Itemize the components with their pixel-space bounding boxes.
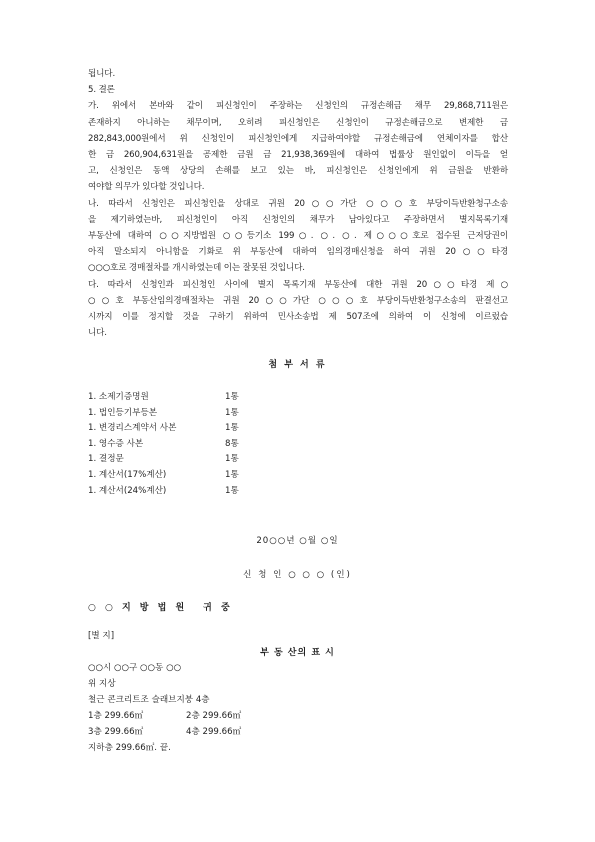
attachments-heading: 첨 부 서 류	[268, 360, 327, 370]
text-line: 여야할 의무가 있다할 것입니다.	[88, 182, 205, 193]
attachment-name: 1. 결정문	[88, 454, 124, 465]
attachment-count: 1통	[225, 469, 239, 480]
text-line: 니다.	[88, 328, 107, 339]
text-line: 나. 따라서 신청인은 피신청인을 상대로 귀원 20○○가단 ○○○호 부당이득반환청구소송	[88, 198, 508, 209]
list-item	[88, 452, 245, 468]
list-item	[88, 390, 245, 406]
floor-row	[88, 708, 284, 724]
text-line: 282,843,000원에서 위 신청인이 피신청인에게 지급하여야할 규정손해금에 연체이자를 합산	[88, 133, 508, 144]
list-item	[88, 484, 245, 500]
attachment-count: 1통	[225, 423, 239, 434]
text-line: 고, 신청인은 동액 상당의 손해를 보고 있는 바, 피신청인은 신청인에게 위 금원을 반환하	[88, 166, 508, 177]
attachment-count: 1통	[225, 392, 239, 402]
list-item	[88, 406, 245, 422]
floor-area: 1층 299.66㎡	[88, 711, 144, 721]
floor-area: 2층 299.66㎡	[186, 711, 242, 721]
attachment-count: 1통	[225, 454, 239, 465]
annex-label: [별 지]	[88, 631, 115, 641]
attachment-count: 8통	[225, 438, 239, 449]
attachment-count: 1통	[225, 407, 239, 418]
text-line: 시까지 이를 정지할 것을 구하기 위하여 민사소송법 제 507조에 의하여 이 신청에 이르렀습	[88, 312, 508, 323]
text-line: ○○○호로 경매절차를 개시하였는데 이는 잘못된 것입니다.	[88, 263, 305, 274]
text-line: 한 금 260,904,631원을 공제한 금원 금 21,938,369원에 대하여 법률상 원인없이 이득을 얻	[88, 150, 508, 161]
floor-area: 3층 299.66㎡	[88, 727, 144, 737]
attachment-name: 1. 계산서(24%계산)	[88, 485, 167, 496]
property-line: ○○시 ○○구 ○○동 ○○	[88, 663, 182, 673]
text-line: 아직 말소되지 아니함을 기화로 위 부동산에 대하여 임의경매신청을 하여 귀원 20○○타경	[88, 247, 508, 258]
floor-area: 4층 299.66㎡	[186, 727, 242, 737]
court-suffix: 귀 중	[203, 603, 233, 613]
attachment-count: 1통	[225, 485, 239, 496]
attachment-name: 1. 법인등기부등본	[88, 407, 158, 418]
applicant-signature: 신 청 인 ○ ○ ○ (인)	[243, 570, 352, 580]
attachment-name: 1. 소제기증명원	[88, 392, 149, 402]
attachments-list	[88, 390, 245, 499]
basement-area: 지하층 299.66㎡. 끝.	[88, 743, 171, 753]
court-addressee	[88, 600, 233, 613]
annex-title: 부 동 산의 표 시	[260, 648, 335, 658]
document-body	[88, 66, 508, 341]
document-date: 20○○년 ○월 ○일	[256, 536, 339, 546]
text-line: 존재하지 아니하는 채무이며, 오히려 피신청인은 신청인이 규정손해금으로 변제한 금	[88, 117, 508, 128]
list-item	[88, 421, 245, 437]
text-line: 부동산에 대하여 ○○지방법원 ○○등기소 199○. ○. ○. 제○○○호로 접수된 근저당권이	[88, 231, 508, 242]
attachment-name: 1. 영수증 사본	[88, 438, 144, 449]
attachment-name: 1. 변경리스계약서 사본	[88, 423, 177, 434]
text-line: 가. 위에서 본바와 같이 피신청인이 주장하는 신청인의 규정손해금 채무 29,868,711원은	[88, 101, 508, 112]
attachment-name: 1. 계산서(17%계산)	[88, 469, 167, 480]
list-item	[88, 468, 245, 484]
property-description	[88, 660, 284, 756]
section-heading: 5. 결론	[88, 85, 115, 96]
text-line: 을 제기하였는바, 피신청인이 아직 신청인의 채무가 남아있다고 주장하면서 별지목록기재	[88, 214, 508, 225]
property-line: 철근 콘크리트조 슬래브지붕 4층	[88, 695, 210, 705]
property-line: 위 지상	[88, 679, 116, 689]
floor-row	[88, 724, 284, 740]
court-name: ○ ○ 지 방 법 원	[88, 603, 188, 613]
text-line: 됩니다.	[88, 69, 116, 79]
list-item	[88, 437, 245, 453]
text-line: ○○호 부동산임의경매절차는 귀원 20○○가단 ○○○호 부당이득반환청구소송의 판결선고	[88, 295, 508, 306]
text-line: 다. 따라서 신청인과 피신청인 사이에 별지 목록기재 부동산에 대한 귀원 20○○타경 제○	[88, 279, 508, 290]
